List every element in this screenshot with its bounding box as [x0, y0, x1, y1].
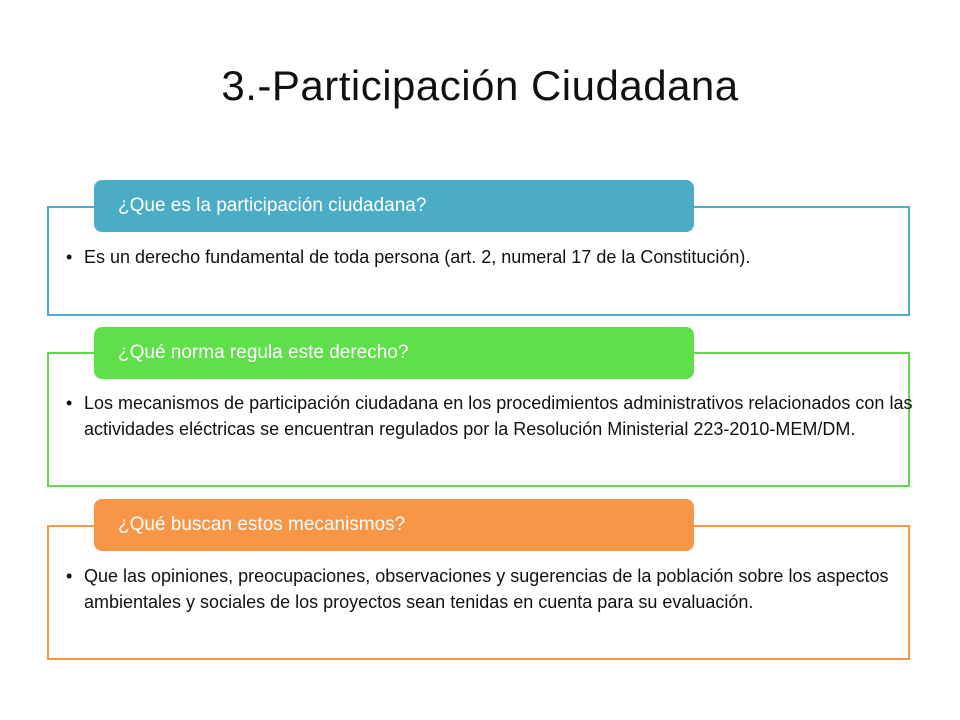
bullet-text: Que las opiniones, preocupaciones, observaciones y sugerencias de la población sobre los aspectos ambientales y sociales de los proyectos sean tenidas en cuenta para su evaluación. — [84, 566, 889, 612]
info-block-header — [94, 499, 694, 551]
bullet-text: Los mecanismos de participación ciudadana en los procedimientos administrativos relacionados con las actividades eléctricas se encuentran regulados por la Resolución Ministerial 223-2010-MEM/DM. — [84, 393, 913, 439]
bullet-list — [66, 390, 920, 442]
info-block-header — [94, 180, 694, 232]
bullet-item — [66, 390, 920, 442]
info-block-header — [94, 327, 694, 379]
slide-title: 3.-Participación Ciudadana — [221, 62, 739, 109]
bullet-dot-icon: • — [66, 393, 73, 413]
bullet-list — [66, 563, 920, 615]
bullet-item — [66, 563, 920, 615]
info-block-header-label: ¿Que es la participación ciudadana? — [118, 195, 427, 216]
bullet-text: Es un derecho fundamental de toda persona (art. 2, numeral 17 de la Constitución). — [84, 247, 751, 267]
bullet-item — [66, 244, 920, 270]
bullet-list — [66, 244, 920, 270]
bullet-dot-icon: • — [66, 566, 73, 586]
info-block-header-label: ¿Qué buscan estos mecanismos? — [118, 514, 406, 535]
bullet-dot-icon: • — [66, 247, 73, 267]
info-block-header-label: ¿Qué norma regula este derecho? — [118, 342, 409, 363]
